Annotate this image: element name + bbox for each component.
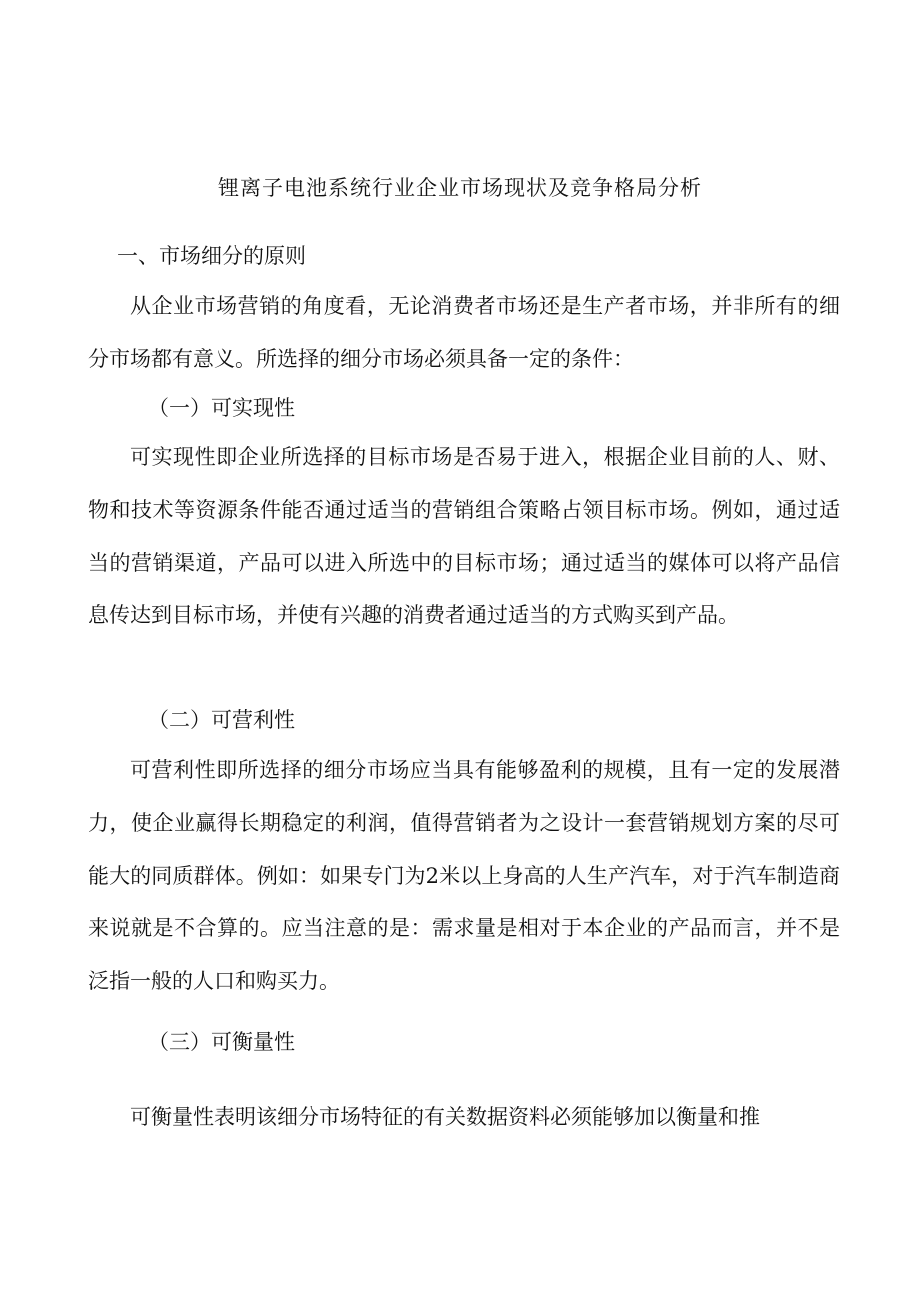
paragraph-measurability: 可衡量性表明该细分市场特征的有关数据资料必须能够加以衡量和推 xyxy=(130,1105,760,1129)
document-title: 锂离子电池系统行业企业市场现状及竞争格局分析 xyxy=(218,176,702,200)
subheading-profitability: （二）可营利性 xyxy=(148,708,295,732)
section-heading: 一、市场细分的原则 xyxy=(117,244,306,268)
subheading-feasibility: （一）可实现性 xyxy=(148,396,295,420)
subheading-measurability: （三）可衡量性 xyxy=(148,1030,295,1054)
paragraph-profitability: 可营利性即所选择的细分市场应当具有能够盈利的规模，且有一定的发展潜力，使企业赢得长期稳定的利润，值得营销者为之设计一套营销规划方案的尽可能大的同质群体。例如：如果专门为2米以上身高的人生产汽车，对于汽车制造商来说就是不合算的。应当注意的是：需求量是相对于本企业的产品而言，并不是泛指一般的人口和购买力。 xyxy=(88,758,840,994)
intro-paragraph: 从企业市场营销的角度看，无论消费者市场还是生产者市场，并非所有的细分市场都有意义。所选择的细分市场必须具备一定的条件： xyxy=(88,294,840,371)
paragraph-feasibility: 可实现性即企业所选择的目标市场是否易于进入，根据企业目前的人、财、物和技术等资源条件能否通过适当的营销组合策略占领目标市场。例如，通过适当的营销渠道，产品可以进入所选中的目标市场；通过适当的媒体可以将产品信息传达到目标市场，并使有兴趣的消费者通过适当的方式购买到产品。 xyxy=(88,445,840,628)
